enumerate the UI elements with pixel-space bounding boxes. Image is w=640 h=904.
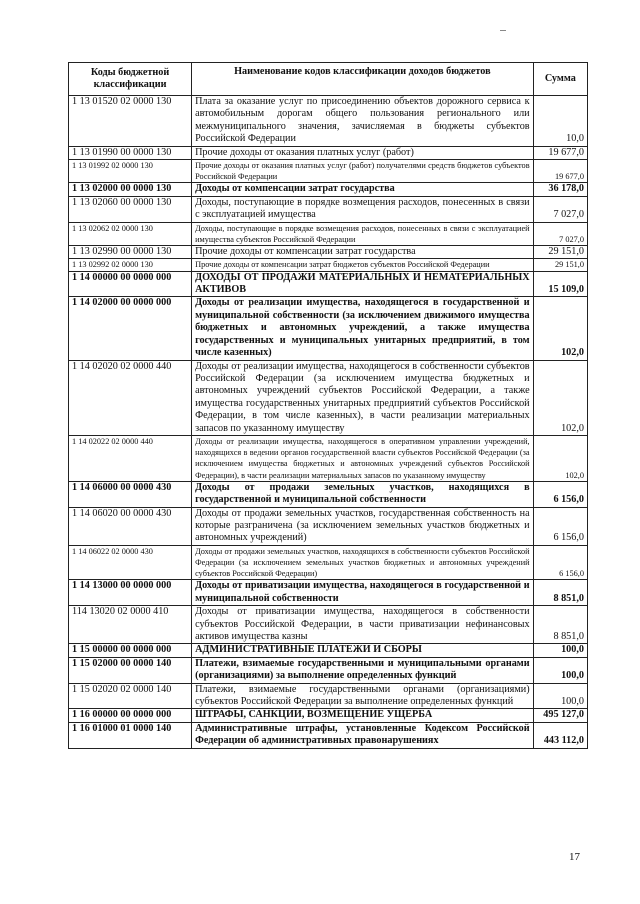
row-code: 1 14 02022 02 0000 440 — [69, 435, 192, 481]
row-sum: 102,0 — [533, 297, 587, 360]
row-code: 1 13 01992 02 0000 130 — [69, 160, 192, 183]
row-code: 1 16 00000 00 0000 000 — [69, 709, 192, 722]
row-name: Административные штрафы, установленные Кодексом Российской Федерации об административных правонарушениях — [192, 722, 534, 748]
row-code: 1 13 02060 00 0000 130 — [69, 196, 192, 222]
table-row — [69, 271, 588, 297]
row-name: Доходы, поступающие в порядке возмещения расходов, понесенных в связи с эксплуатацией имущества — [192, 196, 534, 222]
table-row — [69, 246, 588, 259]
row-sum: 8 851,0 — [533, 606, 587, 644]
row-name: Доходы от реализации имущества, находящегося в государственной и муниципальной собственности (за исключением движимого имущества бюджетных и автономных учреждений, а также имущества государственных и муниципальных унитарных предприятий, в том числе казенных) — [192, 297, 534, 360]
row-code: 1 14 06020 00 0000 430 — [69, 507, 192, 545]
row-name: Платежи, взимаемые государственными органами (организациями) субъектов Российской Федерации за выполнение определенных функций — [192, 683, 534, 709]
row-code: 1 13 02990 00 0000 130 — [69, 246, 192, 259]
row-sum: 495 127,0 — [533, 709, 587, 722]
table-row — [69, 545, 588, 580]
row-name: Платежи, взимаемые государственными и муниципальными органами (организациями) за выполнение определенных функций — [192, 657, 534, 683]
row-code: 1 14 02000 00 0000 000 — [69, 297, 192, 360]
row-sum: 15 109,0 — [533, 271, 587, 297]
table-row — [69, 435, 588, 481]
row-sum: 102,0 — [533, 435, 587, 481]
row-sum: 29 151,0 — [533, 259, 587, 271]
row-name: Доходы от продажи земельных участков, находящихся в собственности субъектов Российской Федерации (за исключением земельных участков бюджетных и автономных учреждений субъектов Российской Федерации) — [192, 545, 534, 580]
row-sum: 36 178,0 — [533, 183, 587, 196]
row-name: Прочие доходы от оказания платных услуг (работ) — [192, 146, 534, 159]
row-code: 1 13 01520 02 0000 130 — [69, 96, 192, 147]
table-row — [69, 657, 588, 683]
row-sum: 102,0 — [533, 360, 587, 435]
row-sum: 29 151,0 — [533, 246, 587, 259]
row-sum: 7 027,0 — [533, 196, 587, 222]
header-code: Коды бюджетной классификации — [69, 63, 192, 96]
row-name: Прочие доходы от оказания платных услуг (работ) получателями средств бюджетов субъектов Российской Федерации — [192, 160, 534, 183]
row-code: 1 16 01000 01 0000 140 — [69, 722, 192, 748]
row-code: 1 13 02062 02 0000 130 — [69, 222, 192, 245]
row-name: Доходы, поступающие в порядке возмещения расходов, понесенных в связи с эксплуатацией имущества субъектов Российской Федерации — [192, 222, 534, 245]
table-row — [69, 644, 588, 657]
row-name: АДМИНИСТРАТИВНЫЕ ПЛАТЕЖИ И СБОРЫ — [192, 644, 534, 657]
scan-mark — [500, 30, 506, 31]
row-code: 114 13020 02 0000 410 — [69, 606, 192, 644]
row-sum: 7 027,0 — [533, 222, 587, 245]
row-name: Доходы от продажи земельных участков, государственная собственность на которые разграничена (за исключением земельных участков бюджетных и автономных учреждений) — [192, 507, 534, 545]
table-row — [69, 683, 588, 709]
row-sum: 8 851,0 — [533, 580, 587, 606]
table-row — [69, 222, 588, 245]
table-row — [69, 96, 588, 147]
row-name: Плата за оказание услуг по присоединению объектов дорожного сервиса к автомобильным дорогам общего пользования регионального или межмуниципального значения, зачисляемая в бюджеты субъектов Российской Федерации — [192, 96, 534, 147]
table-row — [69, 481, 588, 507]
row-sum: 6 156,0 — [533, 545, 587, 580]
row-code: 1 15 02020 02 0000 140 — [69, 683, 192, 709]
row-name: Прочие доходы от компенсации затрат бюджетов субъектов Российской Федерации — [192, 259, 534, 271]
row-code: 1 14 02020 02 0000 440 — [69, 360, 192, 435]
row-code: 1 15 02000 00 0000 140 — [69, 657, 192, 683]
table-row — [69, 709, 588, 722]
row-sum: 6 156,0 — [533, 481, 587, 507]
row-name: ДОХОДЫ ОТ ПРОДАЖИ МАТЕРИАЛЬНЫХ И НЕМАТЕРИАЛЬНЫХ АКТИВОВ — [192, 271, 534, 297]
row-sum: 100,0 — [533, 644, 587, 657]
row-sum: 100,0 — [533, 683, 587, 709]
page-number: 17 — [569, 851, 580, 863]
row-sum: 10,0 — [533, 96, 587, 147]
row-name: Доходы от реализации имущества, находящегося в собственности субъектов Российской Федерации (за исключением имущества бюджетных и автономных учреждений субъектов Российской Федерации, а также имущества государственных унитарных предприятий субъектов Российской Федерации, в том числе казенных), в части реализации материальных запасов по указанному имуществу — [192, 360, 534, 435]
row-code: 1 14 00000 00 0000 000 — [69, 271, 192, 297]
row-name: Прочие доходы от компенсации затрат государства — [192, 246, 534, 259]
table-row — [69, 507, 588, 545]
row-name: Доходы от приватизации имущества, находящегося в собственности субъектов Российской Федерации, в части приватизации нефинансовых активов имущества казны — [192, 606, 534, 644]
table-row — [69, 297, 588, 360]
table-row — [69, 196, 588, 222]
table-row — [69, 606, 588, 644]
header-name: Наименование кодов классификации доходов бюджетов — [192, 63, 534, 96]
row-name: Доходы от компенсации затрат государства — [192, 183, 534, 196]
row-sum: 19 677,0 — [533, 160, 587, 183]
row-code: 1 14 13000 00 0000 000 — [69, 580, 192, 606]
revenue-classification-table — [68, 62, 588, 749]
table-row — [69, 259, 588, 271]
table-body — [69, 96, 588, 749]
header-sum: Сумма — [533, 63, 587, 96]
row-code: 1 13 01990 00 0000 130 — [69, 146, 192, 159]
row-code: 1 14 06022 02 0000 430 — [69, 545, 192, 580]
row-name: Доходы от продажи земельных участков, находящихся в государственной и муниципальной собственности — [192, 481, 534, 507]
row-code: 1 14 06000 00 0000 430 — [69, 481, 192, 507]
row-code: 1 15 00000 00 0000 000 — [69, 644, 192, 657]
row-name: Доходы от реализации имущества, находящегося в оперативном управлении учреждений, находящихся в ведении органов государственной власти субъектов Российской Федерации (за исключением имущества бюджетных и автономных учреждений субъектов Российской Федерации), в части реализации материальных запасов по указанному имуществу — [192, 435, 534, 481]
table-row — [69, 160, 588, 183]
row-sum: 100,0 — [533, 657, 587, 683]
row-name: ШТРАФЫ, САНКЦИИ, ВОЗМЕЩЕНИЕ УЩЕРБА — [192, 709, 534, 722]
row-code: 1 13 02992 02 0000 130 — [69, 259, 192, 271]
row-sum: 6 156,0 — [533, 507, 587, 545]
row-code: 1 13 02000 00 0000 130 — [69, 183, 192, 196]
row-sum: 443 112,0 — [533, 722, 587, 748]
table-row — [69, 183, 588, 196]
row-name: Доходы от приватизации имущества, находящегося в государственной и муниципальной собственности — [192, 580, 534, 606]
table-row — [69, 146, 588, 159]
table-row — [69, 722, 588, 748]
row-sum: 19 677,0 — [533, 146, 587, 159]
table-row — [69, 360, 588, 435]
table-row — [69, 580, 588, 606]
table-header-row — [69, 63, 588, 96]
